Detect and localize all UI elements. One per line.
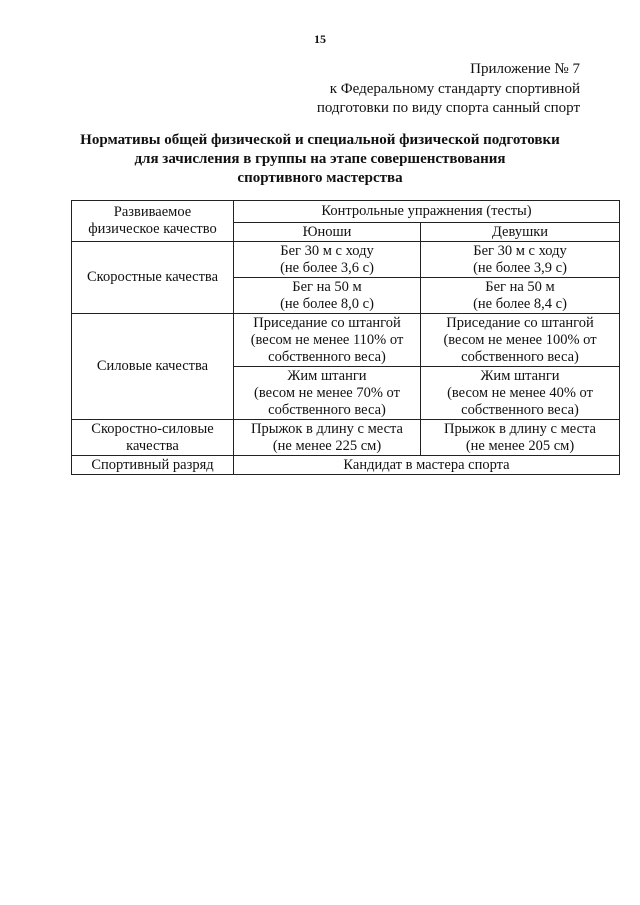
boys-norm-cell [234,420,421,456]
girls-norm-cell [421,278,620,314]
norm-line: (весом не менее 70% от [254,384,400,401]
norm-line: собственного веса) [268,401,386,418]
header-exercises-cell: Контрольные упражнения (тесты) [234,201,620,223]
page-number: 15 [314,32,326,46]
girls-norm-cell [421,367,620,420]
rank-value-cell: Кандидат в мастера спорта [234,456,620,475]
rank-label-cell: Спортивный разряд [72,456,234,475]
appendix-block [220,60,580,119]
norm-line: Жим штанги [287,367,367,384]
boys-norm-cell [234,314,421,367]
norm-line: (весом не менее 110% от [250,331,404,348]
boys-norm-cell [234,242,421,278]
table-row [72,420,620,456]
quality-line: Скоростно-силовые [91,420,214,437]
norm-line: (не более 8,4 с) [473,295,567,312]
title-line-3: спортивного мастерства [237,170,403,186]
header-girls-cell: Девушки [421,223,620,242]
norm-line: собственного веса) [268,348,386,365]
title-line-1: Нормативы общей физической и специальной физической подготовки [80,132,560,148]
norm-line: (не менее 205 см) [465,437,575,454]
quality-cell [72,314,234,420]
appendix-line-1: Приложение № 7 [470,61,580,77]
header-quality-cell [72,201,234,242]
norm-line: Бег на 50 м [485,278,555,295]
norm-line: (не менее 225 см) [272,437,382,454]
header-boys-cell: Юноши [234,223,421,242]
appendix-line-2: к Федеральному стандарту спортивной [329,80,580,97]
norm-line: Прыжок в длину с места [251,420,403,437]
norm-line: (не более 3,9 с) [473,259,567,276]
boys-norm-cell [234,367,421,420]
boys-norm-cell [234,278,421,314]
quality-cell [72,420,234,456]
quality-line: Силовые качества [96,358,209,374]
table-row [72,242,620,278]
quality-line: качества [126,437,179,454]
quality-line: Скоростные качества [86,269,219,285]
norm-line: (весом не менее 40% от [447,384,593,401]
girls-norm-cell [421,420,620,456]
title-line-2: для зачисления в группы на этапе совершенствования [134,151,506,167]
norm-line: (весом не менее 100% от [443,331,597,348]
norm-line: Бег на 50 м [292,278,362,295]
girls-norm-cell [421,242,620,278]
document-title [70,131,570,188]
norm-line: Приседание со штангой [446,314,594,331]
norm-line: (не более 8,0 с) [280,295,374,312]
norm-line: собственного веса) [461,348,579,365]
table-row [72,314,620,367]
girls-norm-cell [421,314,620,367]
norms-table [71,200,620,475]
norm-line: Бег 30 м с ходу [473,242,567,259]
norm-line: собственного веса) [461,401,579,418]
norm-line: Приседание со штангой [253,314,401,331]
norm-line: (не более 3,6 с) [280,259,374,276]
header-quality-line: Развиваемое [113,204,192,220]
quality-cell [72,242,234,314]
norm-line: Бег 30 м с ходу [280,242,374,259]
table-row [72,456,620,475]
norm-line: Прыжок в длину с места [444,420,596,437]
header-quality-line: физическое качество [88,221,217,237]
table-header-row [72,201,620,223]
appendix-line-3: подготовки по виду спорта санный спорт [316,100,580,116]
norm-line: Жим штанги [480,367,560,384]
